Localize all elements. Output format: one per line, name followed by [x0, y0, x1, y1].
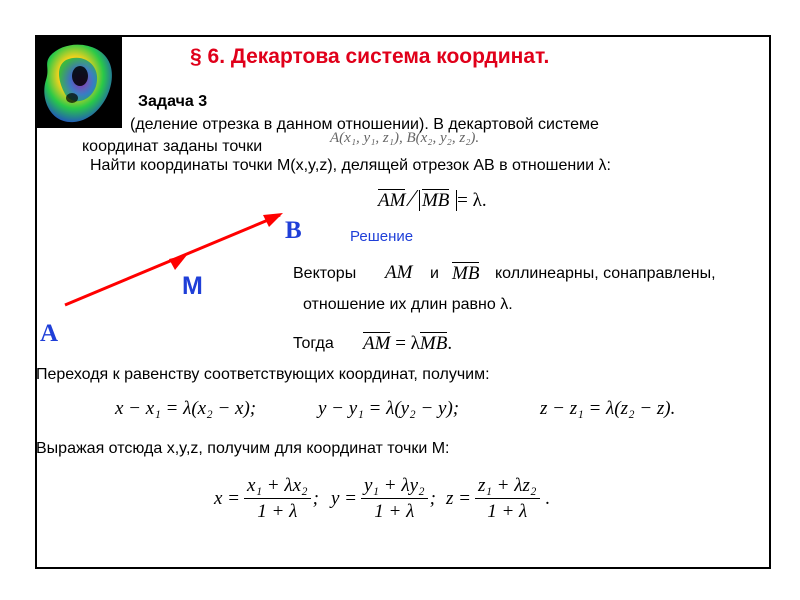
final-x-lhs: x = — [214, 488, 241, 509]
vector-MB-inline: MB — [452, 263, 480, 284]
then-formula-AM: AM — [363, 333, 391, 354]
final-z-denominator: 1 + λ — [487, 501, 528, 522]
expressing-text: Выражая отсюда x,y,z, получим для координат точки M: — [36, 440, 450, 457]
final-y-fraction — [361, 475, 428, 523]
find-instruction: Найти координаты точки M(x,y,z), делящей отрезок AB в отношении λ: — [90, 157, 611, 174]
then-formula — [363, 332, 452, 355]
equation-x: x − x₁ = λ(x₂ − x); — [115, 398, 257, 419]
point-label-A: A — [40, 320, 59, 347]
final-z-fraction — [475, 475, 540, 523]
arrowhead-M — [169, 255, 187, 270]
slide-title: § 6. Декартова система координат. — [190, 45, 550, 68]
slash-symbol: ⁄ — [410, 186, 415, 212]
final-y-numerator: y₁ + λy₂ — [361, 475, 428, 499]
collinear-text: коллинеарны, сонаправлены, — [495, 265, 716, 282]
and-word: и — [430, 265, 439, 282]
arrowhead-B — [263, 213, 283, 227]
task-description-line1: (деление отрезка в данном отношении). В декартовой системе — [130, 116, 599, 133]
ratio-formula — [378, 186, 487, 213]
ratio-rhs: = λ. — [457, 190, 487, 211]
vector-AM: AM — [378, 190, 406, 211]
point-label-M: M — [182, 272, 203, 300]
segment-figure — [55, 205, 295, 345]
final-y-denominator: 1 + λ — [374, 501, 415, 522]
final-y-separator: ; — [429, 488, 436, 509]
solution-heading: Решение — [350, 228, 414, 245]
final-z-end: . — [545, 488, 551, 509]
then-formula-eq: = λ — [395, 333, 420, 354]
then-word: Тогда — [293, 335, 334, 352]
equation-z: z − z₁ = λ(z₂ − z). — [540, 398, 676, 419]
final-x-fraction — [244, 475, 311, 523]
final-x-separator: ; — [312, 488, 319, 509]
vector-MB: MB — [421, 190, 450, 211]
final-x-denominator: 1 + λ — [257, 501, 298, 522]
ratio-text: отношение их длин равно λ. — [303, 296, 513, 313]
vector-AM-inline: AM — [385, 262, 413, 283]
final-formulas — [214, 475, 550, 523]
final-z-numerator: z₁ + λz₂ — [475, 475, 540, 499]
vectors-word: Векторы — [293, 265, 357, 282]
vector-MB-inline-wrap — [452, 262, 479, 285]
passing-text: Переходя к равенству соответствующих координат, получим: — [36, 366, 490, 383]
then-formula-end: . — [447, 333, 453, 354]
then-formula-MB: MB — [419, 333, 448, 354]
final-y-lhs: y = — [330, 488, 357, 509]
task-label: Задача 3 — [138, 93, 208, 110]
point-label-B: B — [285, 217, 302, 244]
equation-y: y − y₁ = λ(y₂ − y); — [318, 398, 460, 419]
torus-logo-image — [36, 36, 122, 128]
points-formula: A(x₁, y₁, z₁), B(x₂, y₂, z₂). — [330, 130, 480, 146]
final-z-lhs: z = — [445, 488, 471, 509]
task-description-line2: координат заданы точки — [82, 138, 263, 155]
final-x-numerator: x₁ + λx₂ — [244, 475, 311, 499]
